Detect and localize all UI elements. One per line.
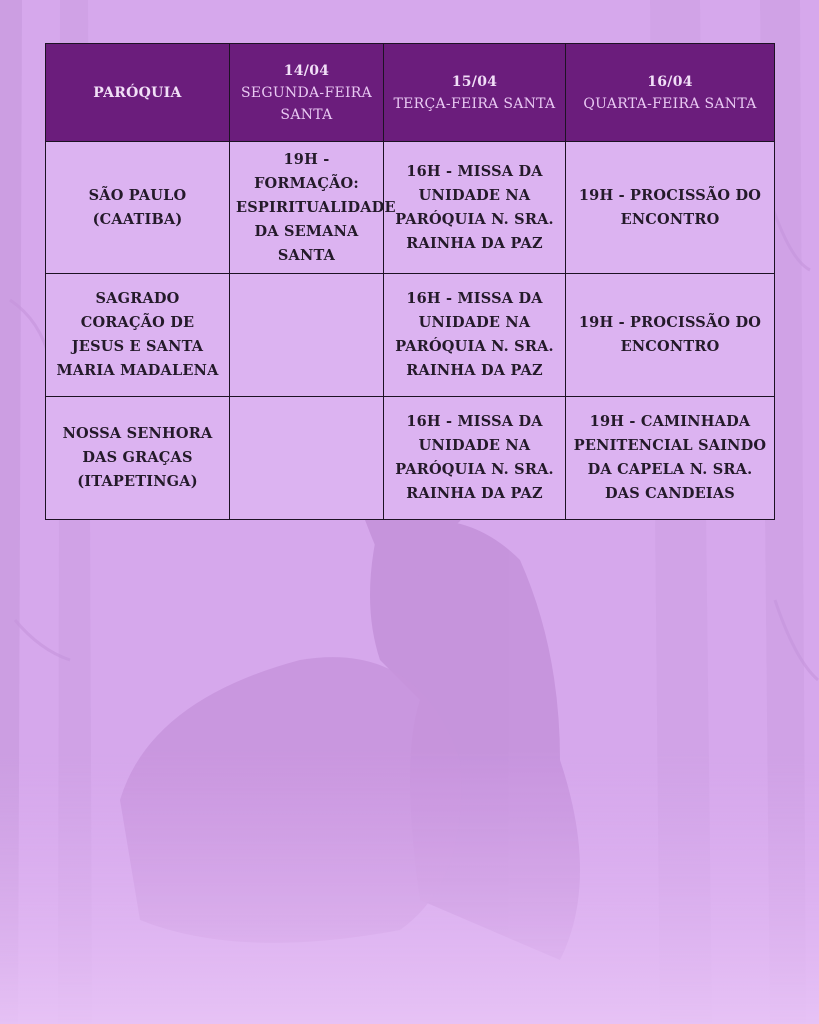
tuesday-cell: 16H - MISSA DA UNIDADE NA PARÓQUIA N. SRA. RAINHA DA PAZ bbox=[384, 142, 566, 274]
tuesday-cell: 16H - MISSA DA UNIDADE NA PARÓQUIA N. SRA. RAINHA DA PAZ bbox=[384, 397, 566, 520]
header-wednesday bbox=[566, 44, 775, 142]
header-day: QUARTA-FEIRA SANTA bbox=[583, 95, 757, 112]
wednesday-cell: 19H - PROCISSÃO DO ENCONTRO bbox=[566, 142, 775, 274]
header-row bbox=[46, 44, 775, 142]
wednesday-cell: 19H - PROCISSÃO DO ENCONTRO bbox=[566, 274, 775, 397]
header-date: 14/04 bbox=[283, 62, 330, 79]
monday-cell bbox=[230, 274, 384, 397]
header-tuesday bbox=[384, 44, 566, 142]
monday-cell: 19H - FORMAÇÃO: ESPIRITUALIDADE DA SEMANA SANTA bbox=[230, 142, 384, 274]
monday-cell bbox=[230, 397, 384, 520]
header-parish: PARÓQUIA bbox=[46, 44, 230, 142]
parish-cell: SAGRADO CORAÇÃO DE JESUS E SANTA MARIA MADALENA bbox=[46, 274, 230, 397]
wednesday-cell: 19H - CAMINHADA PENITENCIAL SAINDO DA CAPELA N. SRA. DAS CANDEIAS bbox=[566, 397, 775, 520]
parish-cell: SÃO PAULO (CAATIBA) bbox=[46, 142, 230, 274]
header-day: TERÇA-FEIRA SANTA bbox=[393, 95, 556, 112]
table-row bbox=[46, 274, 775, 397]
header-monday bbox=[230, 44, 384, 142]
header-day: SEGUNDA-FEIRA SANTA bbox=[240, 84, 373, 123]
parish-cell: NOSSA SENHORA DAS GRAÇAS (ITAPETINGA) bbox=[46, 397, 230, 520]
header-date: 16/04 bbox=[647, 73, 693, 90]
table-row bbox=[46, 397, 775, 520]
tuesday-cell: 16H - MISSA DA UNIDADE NA PARÓQUIA N. SRA. RAINHA DA PAZ bbox=[384, 274, 566, 397]
header-date: 15/04 bbox=[451, 73, 498, 90]
schedule-table bbox=[45, 43, 775, 520]
table-row bbox=[46, 142, 775, 274]
